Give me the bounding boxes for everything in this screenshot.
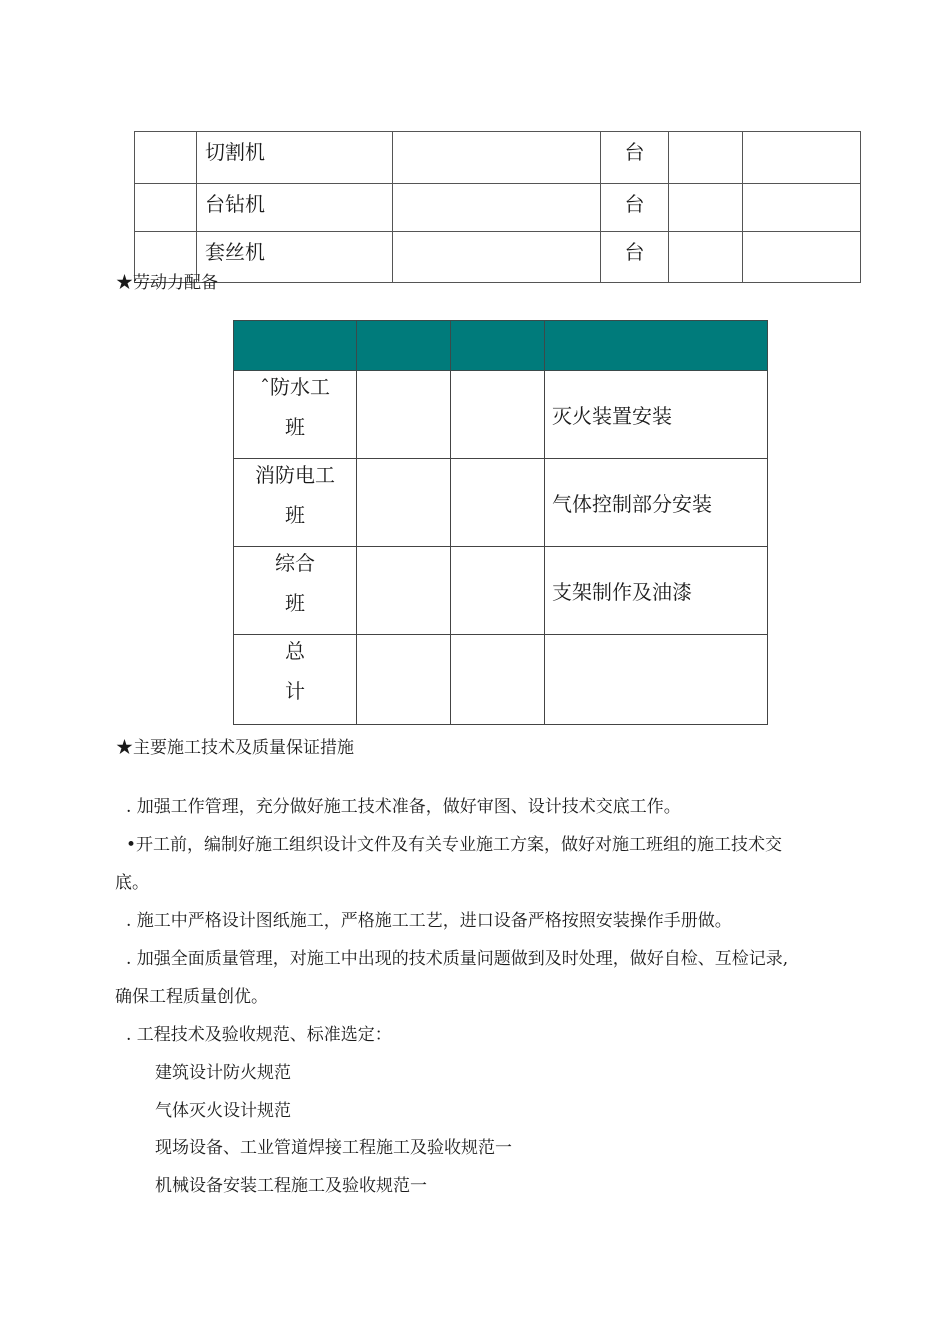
equipment-note bbox=[743, 232, 861, 283]
team-other bbox=[451, 371, 545, 459]
header-cell bbox=[234, 321, 357, 371]
table-cell-index bbox=[135, 132, 197, 184]
team-name bbox=[234, 635, 357, 725]
measures-heading: ★主要施工技术及质量保证措施 bbox=[116, 738, 354, 758]
team-count bbox=[357, 635, 451, 725]
team-count bbox=[357, 547, 451, 635]
standard-item: 机械设备安装工程施工及验收规范一 bbox=[155, 1176, 427, 1196]
equipment-qty bbox=[669, 132, 743, 184]
team-name-line: 班 bbox=[285, 415, 305, 439]
equipment-unit: 台 bbox=[601, 132, 669, 184]
equipment-note bbox=[743, 132, 861, 184]
team-name-line: 消防电工 bbox=[255, 463, 335, 487]
standard-item: 气体灭火设计规范 bbox=[155, 1101, 291, 1121]
table-row bbox=[135, 232, 861, 283]
paragraph: . 加强工作管理，充分做好施工技术准备，做好审图、设计技术交底工作。 bbox=[126, 797, 681, 817]
equipment-qty bbox=[669, 232, 743, 283]
paragraph: . 工程技术及验收规范、标准选定： bbox=[126, 1025, 392, 1045]
table-row bbox=[234, 547, 768, 635]
team-name-line: 班 bbox=[285, 503, 305, 527]
paragraph: . 施工中严格设计图纸施工，严格施工工艺，进口设备严格按照安装操作手册做。 bbox=[126, 911, 732, 931]
labor-table bbox=[233, 320, 768, 725]
paragraph: . 加强全面质量管理，对施工中出现的技术质量问题做到及时处理，做好自检、互检记录, bbox=[126, 949, 789, 969]
team-other bbox=[451, 547, 545, 635]
table-row bbox=[135, 132, 861, 184]
team-name-line: 计 bbox=[285, 679, 305, 703]
team-name bbox=[234, 547, 357, 635]
equipment-unit: 台 bbox=[601, 232, 669, 283]
standard-item: 现场设备、工业管道焊接工程施工及验收规范一 bbox=[155, 1138, 512, 1158]
team-name bbox=[234, 459, 357, 547]
team-count bbox=[357, 459, 451, 547]
paragraph: 底。 bbox=[115, 873, 149, 893]
team-name bbox=[234, 371, 357, 459]
table-row bbox=[234, 635, 768, 725]
team-task: 气体控制部分安装 bbox=[545, 459, 768, 547]
team-other bbox=[451, 635, 545, 725]
table-row bbox=[135, 184, 861, 232]
labor-heading: ★劳动力配备 bbox=[116, 273, 218, 293]
header-cell bbox=[357, 321, 451, 371]
equipment-name: 切割机 bbox=[197, 132, 393, 184]
team-task: 支架制作及油漆 bbox=[545, 547, 768, 635]
team-task: 灭火装置安装 bbox=[545, 371, 768, 459]
team-task bbox=[545, 635, 768, 725]
header-cell bbox=[451, 321, 545, 371]
equipment-qty bbox=[669, 184, 743, 232]
team-name-line: 综合 bbox=[275, 551, 315, 575]
team-name-line: ˆ防水工 bbox=[260, 375, 330, 399]
table-row bbox=[234, 371, 768, 459]
paragraph: •开工前，编制好施工组织设计文件及有关专业施工方案，做好对施工班组的施工技术交 bbox=[126, 835, 783, 855]
equipment-name: 台钻机 bbox=[197, 184, 393, 232]
equipment-spec bbox=[393, 232, 601, 283]
team-other bbox=[451, 459, 545, 547]
equipment-note bbox=[743, 184, 861, 232]
team-count bbox=[357, 371, 451, 459]
equipment-name: 套丝机 bbox=[197, 232, 393, 283]
team-name-line: 班 bbox=[285, 591, 305, 615]
header-cell bbox=[545, 321, 768, 371]
table-cell-index bbox=[135, 184, 197, 232]
paragraph: 确保工程质量创优。 bbox=[115, 987, 268, 1007]
equipment-unit: 台 bbox=[601, 184, 669, 232]
equipment-spec bbox=[393, 132, 601, 184]
standard-item: 建筑设计防火规范 bbox=[155, 1063, 291, 1083]
team-name-line: 总 bbox=[285, 639, 305, 663]
table-row bbox=[234, 459, 768, 547]
equipment-spec bbox=[393, 184, 601, 232]
labor-table-header bbox=[234, 321, 768, 371]
equipment-table bbox=[134, 131, 861, 283]
